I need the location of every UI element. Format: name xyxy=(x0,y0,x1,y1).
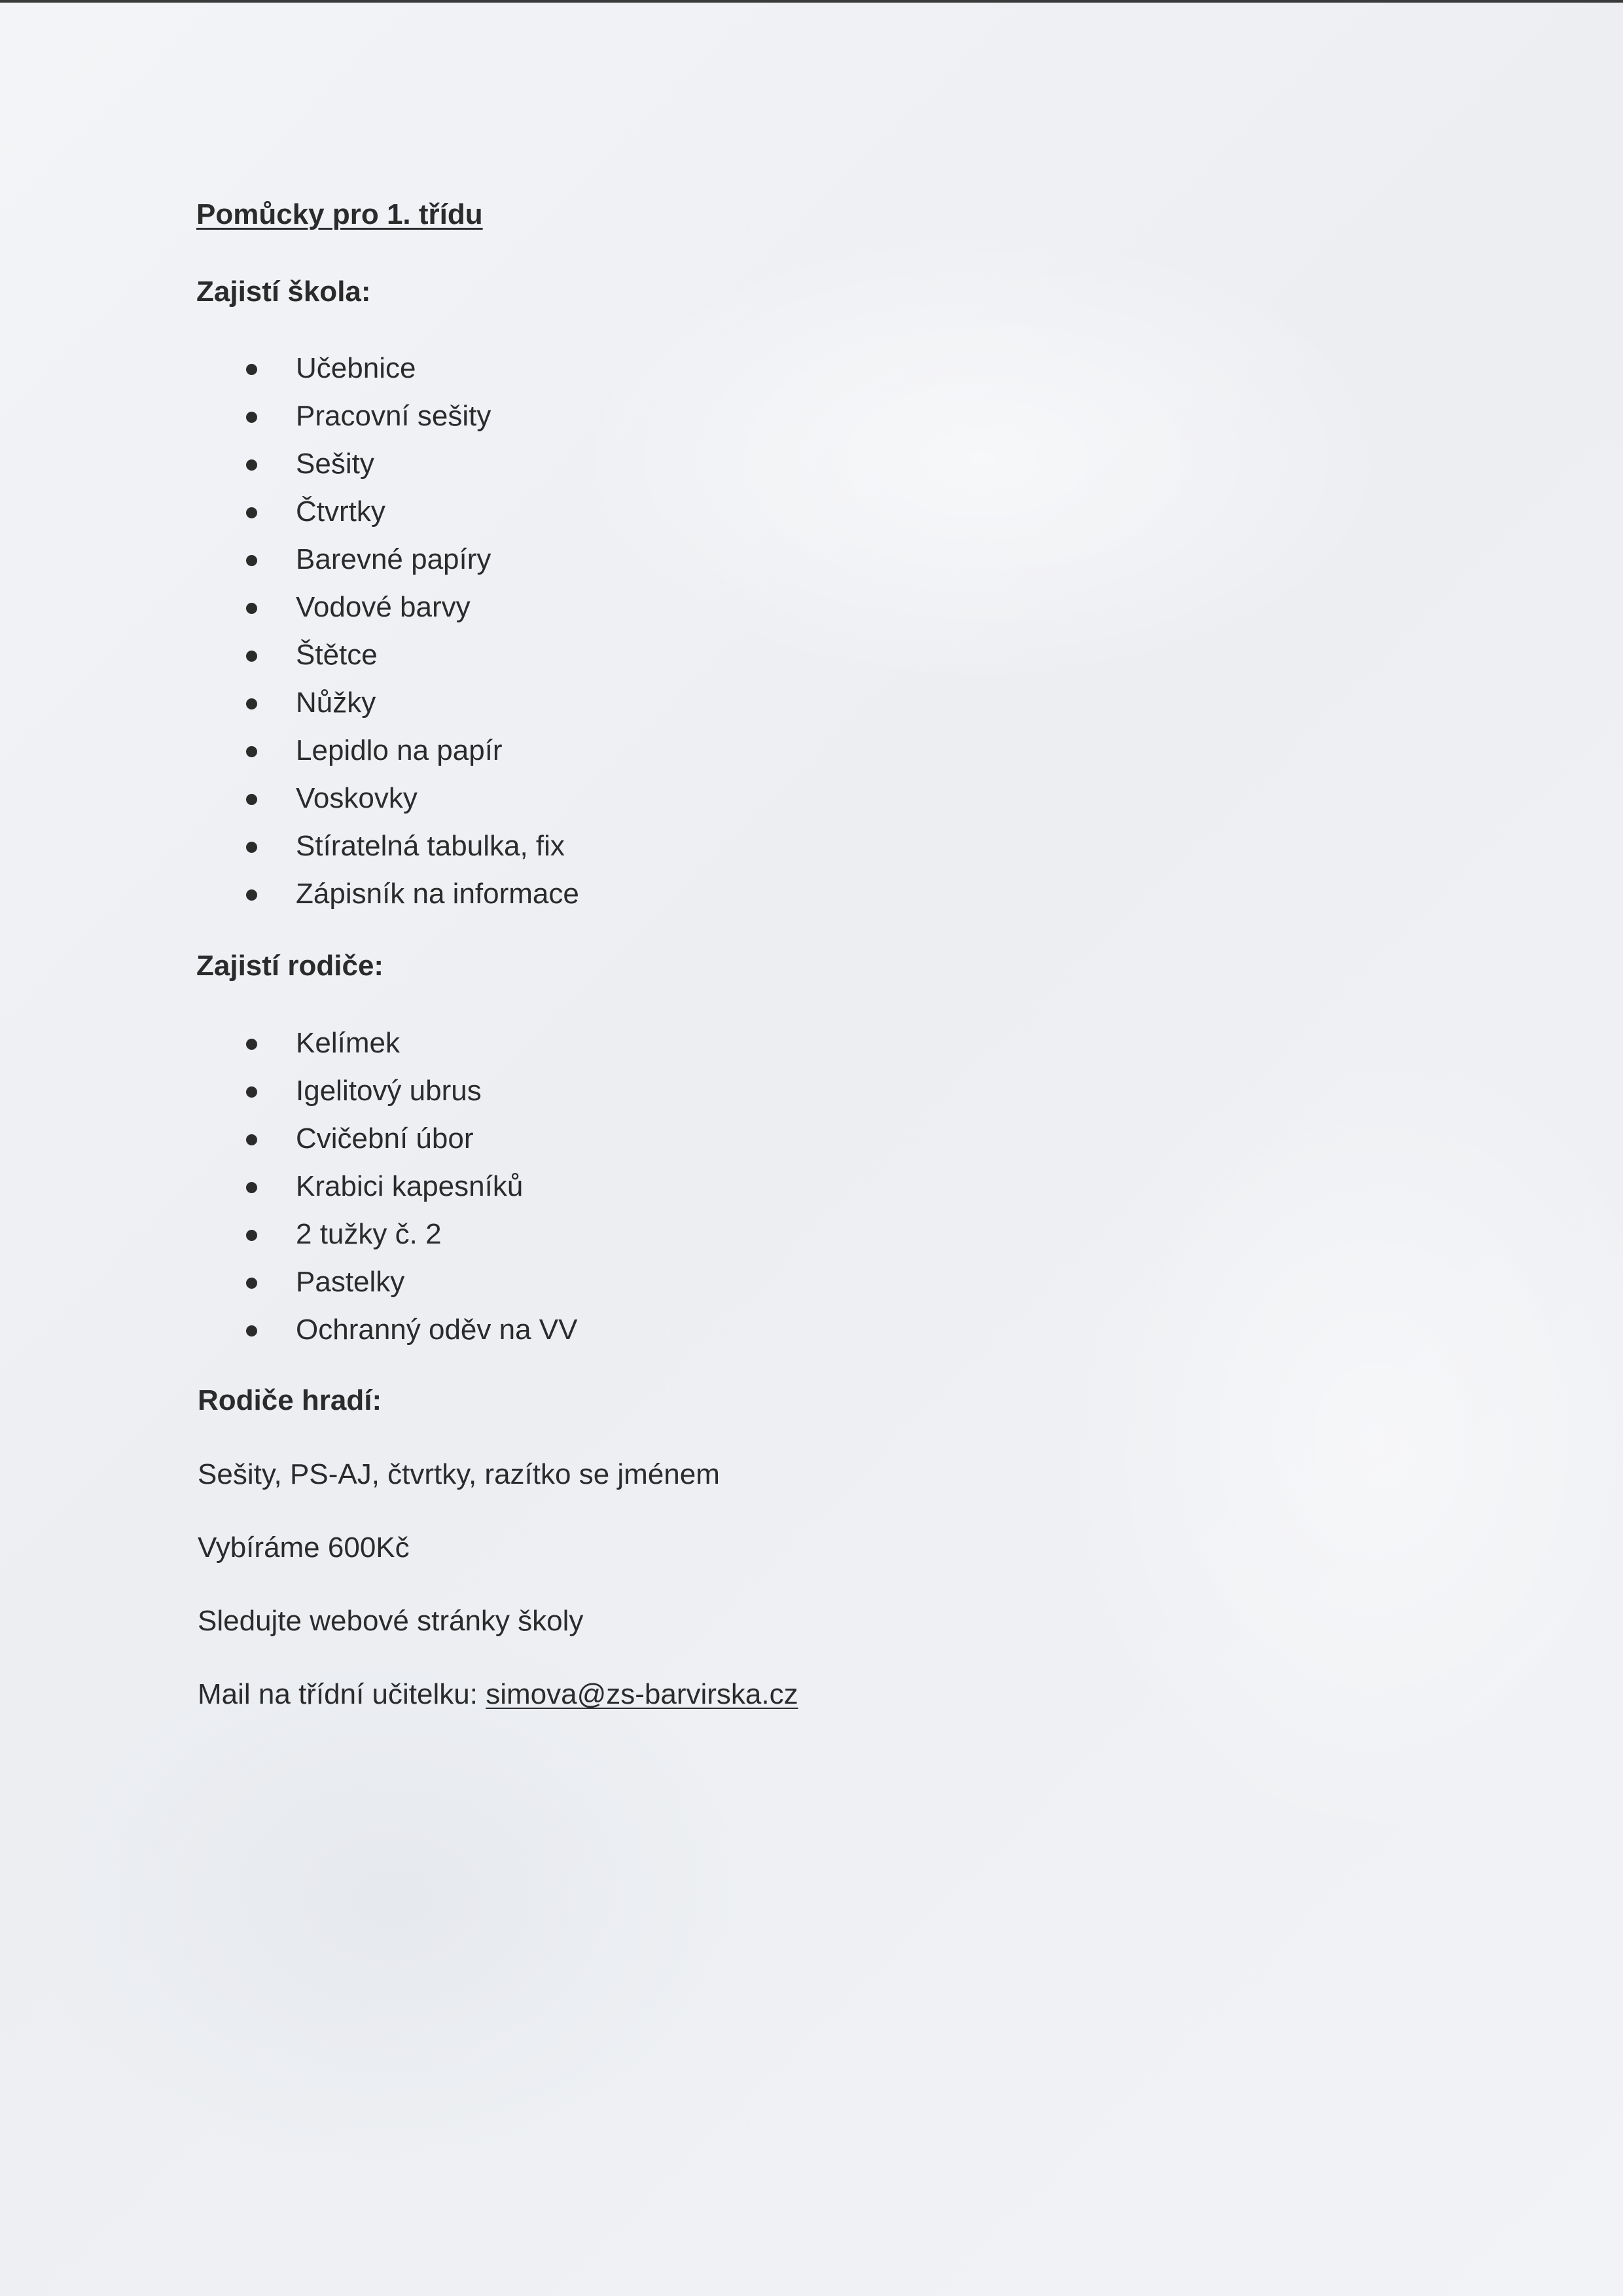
page-top-edge xyxy=(0,0,1623,3)
teacher-email-link[interactable]: simova@zs-barvirska.cz xyxy=(486,1678,798,1710)
list-item: Cvičební úbor xyxy=(242,1115,577,1162)
pay-text: Sešity, PS-AJ, čtvrtky, razítko se jménem xyxy=(198,1458,720,1490)
list-item: Stíratelná tabulka, fix xyxy=(242,822,579,870)
list-item: Igelitový ubrus xyxy=(242,1067,577,1115)
list-item: Nůžky xyxy=(242,679,579,726)
list-item: Ochranný oděv na VV xyxy=(242,1306,577,1354)
list-item: Zápisník na informace xyxy=(242,870,579,918)
list-item: Kelímek xyxy=(242,1019,577,1067)
school-heading: Zajistí škola: xyxy=(196,276,371,308)
list-item: Sešity xyxy=(242,440,579,488)
list-item: Vodové barvy xyxy=(242,583,579,631)
website-text: Sledujte webové stránky školy xyxy=(198,1605,584,1637)
list-item: Barevné papíry xyxy=(242,535,579,583)
list-item: Pracovní sešity xyxy=(242,392,579,440)
page-title: Pomůcky pro 1. třídu xyxy=(196,198,483,230)
list-item: Krabici kapesníků xyxy=(242,1162,577,1210)
parents-list xyxy=(242,1019,577,1354)
list-item: 2 tužky č. 2 xyxy=(242,1210,577,1258)
list-item: Čtvrtky xyxy=(242,488,579,535)
list-item: Učebnice xyxy=(242,344,579,392)
pay-heading: Rodiče hradí: xyxy=(198,1384,382,1416)
parents-heading: Zajistí rodiče: xyxy=(196,950,384,982)
school-list xyxy=(242,344,579,918)
mail-line xyxy=(198,1678,798,1711)
collect-text: Vybíráme 600Kč xyxy=(198,1532,410,1564)
list-item: Pastelky xyxy=(242,1258,577,1306)
list-item: Lepidlo na papír xyxy=(242,726,579,774)
mail-label: Mail na třídní učitelku: xyxy=(198,1678,486,1710)
list-item: Štětce xyxy=(242,631,579,679)
list-item: Voskovky xyxy=(242,774,579,822)
